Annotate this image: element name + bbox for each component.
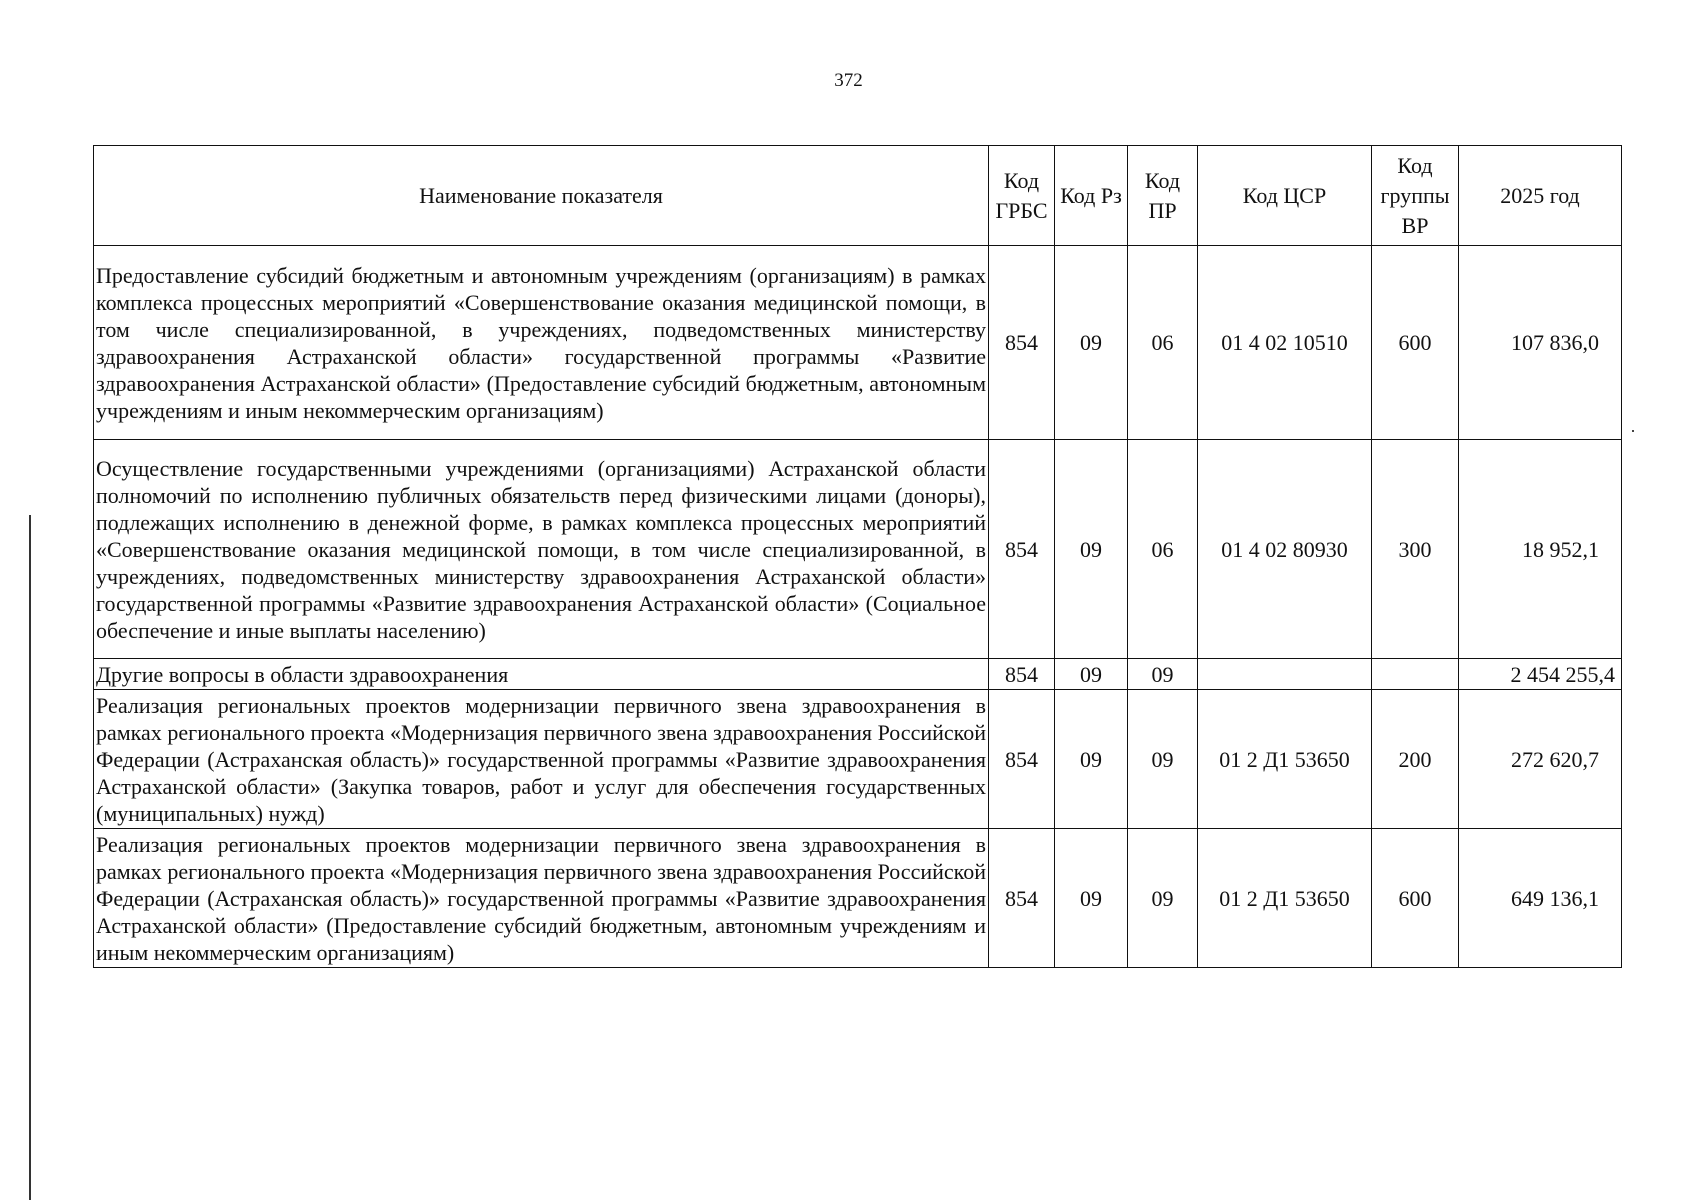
grbs-code-cell: 854	[989, 690, 1055, 829]
table-row	[94, 690, 1622, 829]
indicator-name-cell: Реализация региональных проектов модернизации первичного звена здравоохранения в рамках регионального проекта «Модернизация первичного звена здравоохранения Российской Федерации (Астраханская область)» государственной программы «Развитие здравоохранения Астраханской области» (Закупка товаров, работ и услуг для обеспечения государственных (муниципальных) нужд)	[94, 690, 989, 829]
csr-code-cell: 01 2 Д1 53650	[1198, 829, 1372, 968]
header-indicator-name: Наименование показателя	[94, 146, 989, 246]
indicator-name-cell: Предоставление субсидий бюджетным и автономным учреждениям (организациям) в рамках комплекса процессных мероприятий «Совершенствование оказания медицинской помощи, в том числе специализированной, в учреждениях, подведомственных министерству здравоохранения Астраханской области» государственной программы «Развитие здравоохранения Астраханской области» (Предоставление субсидий бюджетным, автономным учреждениям и иным некоммерческим организациям)	[94, 246, 989, 440]
header-csr-code: Код ЦСР	[1198, 146, 1372, 246]
pr-code-cell: 09	[1128, 659, 1198, 690]
pr-code-cell: 06	[1128, 246, 1198, 440]
header-pr-code: Код ПР	[1128, 146, 1198, 246]
indicator-name-cell: Другие вопросы в области здравоохранения	[94, 659, 989, 690]
header-year-2025: 2025 год	[1459, 146, 1622, 246]
pr-code-cell: 06	[1128, 440, 1198, 659]
page-number: 372	[834, 70, 863, 91]
table-header-row	[94, 146, 1622, 246]
table-row	[94, 246, 1622, 440]
header-grbs-code: Код ГРБС	[989, 146, 1055, 246]
header-vr-group-code: Код группы ВР	[1372, 146, 1459, 246]
amount-2025-cell: 272 620,7	[1459, 690, 1622, 829]
csr-code-cell: 01 2 Д1 53650	[1198, 690, 1372, 829]
vr-code-cell: 300	[1372, 440, 1459, 659]
grbs-code-cell: 854	[989, 659, 1055, 690]
vr-code-cell	[1372, 659, 1459, 690]
rz-code-cell: 09	[1055, 659, 1128, 690]
amount-2025-cell: 649 136,1	[1459, 829, 1622, 968]
vr-code-cell: 200	[1372, 690, 1459, 829]
amount-2025-cell: 2 454 255,4	[1459, 659, 1622, 690]
rz-code-cell: 09	[1055, 829, 1128, 968]
table-row	[94, 829, 1622, 968]
csr-code-cell: 01 4 02 80930	[1198, 440, 1372, 659]
csr-code-cell	[1198, 659, 1372, 690]
vr-code-cell: 600	[1372, 829, 1459, 968]
pr-code-cell: 09	[1128, 690, 1198, 829]
amount-2025-cell: 107 836,0	[1459, 246, 1622, 440]
scan-speck	[1632, 430, 1634, 432]
pr-code-cell: 09	[1128, 829, 1198, 968]
grbs-code-cell: 854	[989, 440, 1055, 659]
rz-code-cell: 09	[1055, 246, 1128, 440]
grbs-code-cell: 854	[989, 829, 1055, 968]
rz-code-cell: 09	[1055, 440, 1128, 659]
indicator-name-cell: Осуществление государственными учреждениями (организациями) Астраханской области полномочий по исполнению публичных обязательств перед физическими лицами (доноры), подлежащих исполнению в денежной форме, в рамках комплекса процессных мероприятий «Совершенствование оказания медицинской помощи, в том числе специализированной, в учреждениях, подведомственных министерству здравоохранения Астраханской области» государственной программы «Развитие здравоохранения Астраханской области» (Социальное обеспечение и иные выплаты населению)	[94, 440, 989, 659]
table-row	[94, 659, 1622, 690]
grbs-code-cell: 854	[989, 246, 1055, 440]
amount-2025-cell: 18 952,1	[1459, 440, 1622, 659]
vr-code-cell: 600	[1372, 246, 1459, 440]
scan-edge-line	[29, 515, 31, 1200]
table-row	[94, 440, 1622, 659]
rz-code-cell: 09	[1055, 690, 1128, 829]
header-rz-code: Код Рз	[1055, 146, 1128, 246]
csr-code-cell: 01 4 02 10510	[1198, 246, 1372, 440]
budget-table	[93, 145, 1622, 968]
indicator-name-cell: Реализация региональных проектов модернизации первичного звена здравоохранения в рамках регионального проекта «Модернизация первичного звена здравоохранения Российской Федерации (Астраханская область)» государственной программы «Развитие здравоохранения Астраханской области» (Предоставление субсидий бюджетным, автономным учреждениям и иным некоммерческим организациям)	[94, 829, 989, 968]
